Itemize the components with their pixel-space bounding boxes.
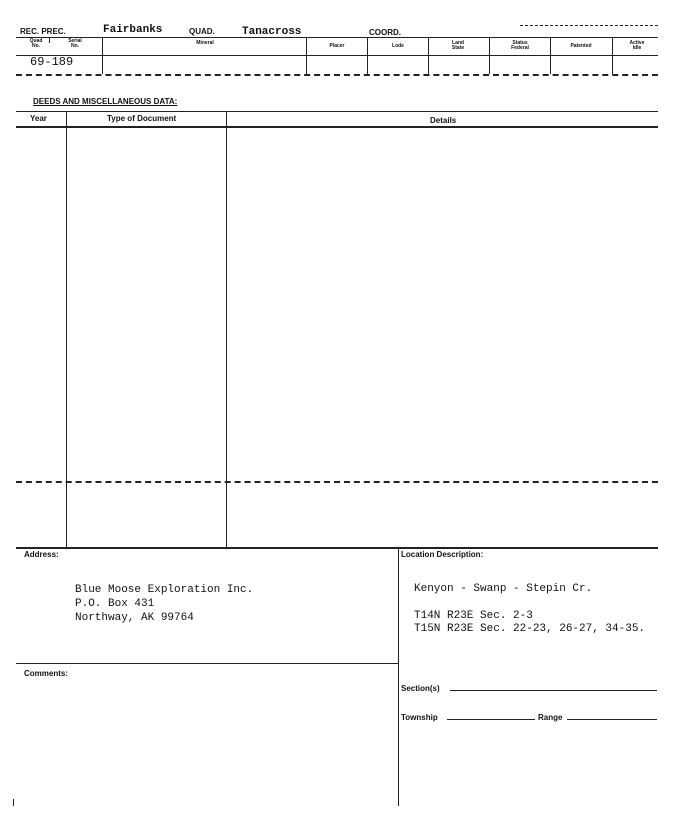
col-mineral: Mineral [196, 40, 214, 46]
location-line-3: T15N R23E Sec. 22-23, 26-27, 34-35. [414, 623, 646, 635]
col-status-federal: Status Federal [511, 40, 529, 51]
col-divider [612, 38, 613, 74]
address-label: Address: [24, 550, 59, 559]
col-active-idle: Active Idle [629, 40, 645, 51]
col-divider [306, 38, 307, 74]
deeds-dashed-line [16, 481, 658, 483]
range-label: Range [538, 713, 563, 722]
scan-mark [13, 799, 14, 806]
bottom-divider [398, 548, 399, 806]
header-line-2 [16, 55, 658, 56]
rec-prec-value: Fairbanks [103, 24, 163, 36]
deeds-header-line [16, 126, 658, 128]
header-dashed-line [16, 74, 658, 76]
deeds-col-year: Year [30, 114, 47, 123]
deeds-section-title: DEEDS AND MISCELLANEOUS DATA: [33, 97, 178, 106]
location-line-2: T14N R23E Sec. 2-3 [414, 610, 533, 622]
col-divider [102, 38, 103, 74]
deeds-col-type: Type of Document [107, 114, 177, 123]
township-label: Township [401, 713, 438, 722]
col-serial-no: Serial No. [68, 38, 82, 49]
col-divider [49, 38, 50, 43]
quad-label: QUAD. [189, 27, 215, 36]
col-placer: Placer [329, 43, 345, 49]
address-bottom-line [16, 663, 399, 664]
address-line-1: Blue Moose Exploration Inc. [75, 584, 254, 596]
sections-field-line [450, 690, 657, 691]
location-label: Location Description: [401, 550, 484, 559]
header-dash [520, 25, 658, 26]
col-patented: Patented [570, 43, 592, 49]
header-line [16, 37, 658, 38]
col-land-state: Land State [451, 40, 465, 51]
location-line-1: Kenyon - Swanp - Stepin Cr. [414, 583, 593, 595]
range-field-line [567, 719, 657, 720]
coord-label: COORD. [369, 28, 401, 37]
comments-label: Comments: [24, 669, 69, 678]
address-line-2: P.O. Box 431 [75, 598, 155, 610]
deeds-col-details: Details [430, 116, 457, 125]
col-lode: Lode [392, 43, 404, 49]
col-quad-no: Quad No. [29, 38, 43, 49]
col-divider [489, 38, 490, 74]
col-divider [550, 38, 551, 74]
quad-value: Tanacross [242, 26, 302, 38]
col-divider [367, 38, 368, 74]
address-line-3: Northway, AK 99764 [75, 612, 194, 624]
township-field-line [447, 719, 535, 720]
deeds-bottom-line [16, 547, 658, 549]
col-divider [428, 38, 429, 74]
quad-serial-number: 69-189 [30, 55, 74, 69]
sections-label: Section(s) [401, 684, 440, 693]
deeds-top-line [16, 111, 658, 112]
rec-prec-label: REC. PREC. [20, 27, 66, 36]
